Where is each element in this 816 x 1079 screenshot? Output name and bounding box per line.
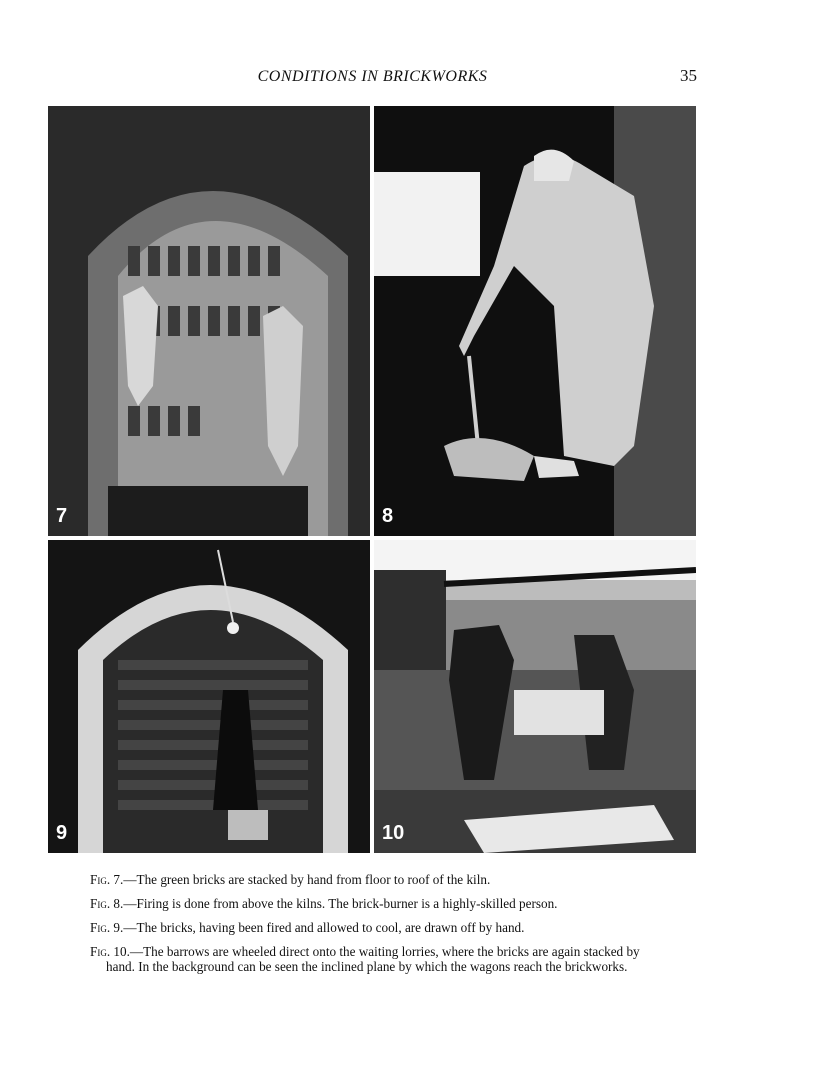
caption-fig-10 — [90, 944, 655, 974]
figure-10-photo — [374, 540, 696, 853]
caption-fig-9 — [90, 920, 655, 935]
figure-9-photo — [48, 540, 370, 853]
running-header-title: CONDITIONS IN BRICKWORKS — [257, 68, 488, 85]
caption-fig-7 — [90, 872, 655, 887]
caption-text: The bricks, having been fired and allowed to cool, are drawn off by hand. — [136, 920, 525, 935]
kiln-unloading-image — [48, 540, 370, 853]
caption-text: Firing is done from above the kilns. The brick-burner is a highly-skilled person. — [136, 896, 558, 911]
caption-label: Fig. 9.— — [90, 920, 137, 935]
lorry-loading-image — [374, 540, 696, 853]
page-number: 35 — [680, 66, 697, 85]
caption-text: The green bricks are stacked by hand from floor to roof of the kiln. — [136, 872, 491, 887]
caption-text: The barrows are wheeled direct onto the waiting lorries, where the bricks are again stacked by hand. In the background can be seen the inclined plane by which the wagons reach the brickworks. — [106, 944, 640, 974]
brick-burner-image — [374, 106, 696, 536]
caption-label: Fig. 7.— — [90, 872, 137, 887]
figure-7-number: 7 — [56, 505, 68, 527]
figure-9-number: 9 — [56, 822, 68, 844]
figure-captions — [90, 872, 655, 983]
caption-fig-8 — [90, 896, 655, 911]
figure-8-photo — [374, 106, 696, 536]
caption-label: Fig. 10.— — [90, 944, 144, 959]
figure-8-number: 8 — [382, 505, 394, 527]
kiln-stacking-image — [48, 106, 370, 536]
caption-label: Fig. 8.— — [90, 896, 137, 911]
figure-10-number: 10 — [382, 822, 405, 844]
figure-7-photo — [48, 106, 370, 536]
